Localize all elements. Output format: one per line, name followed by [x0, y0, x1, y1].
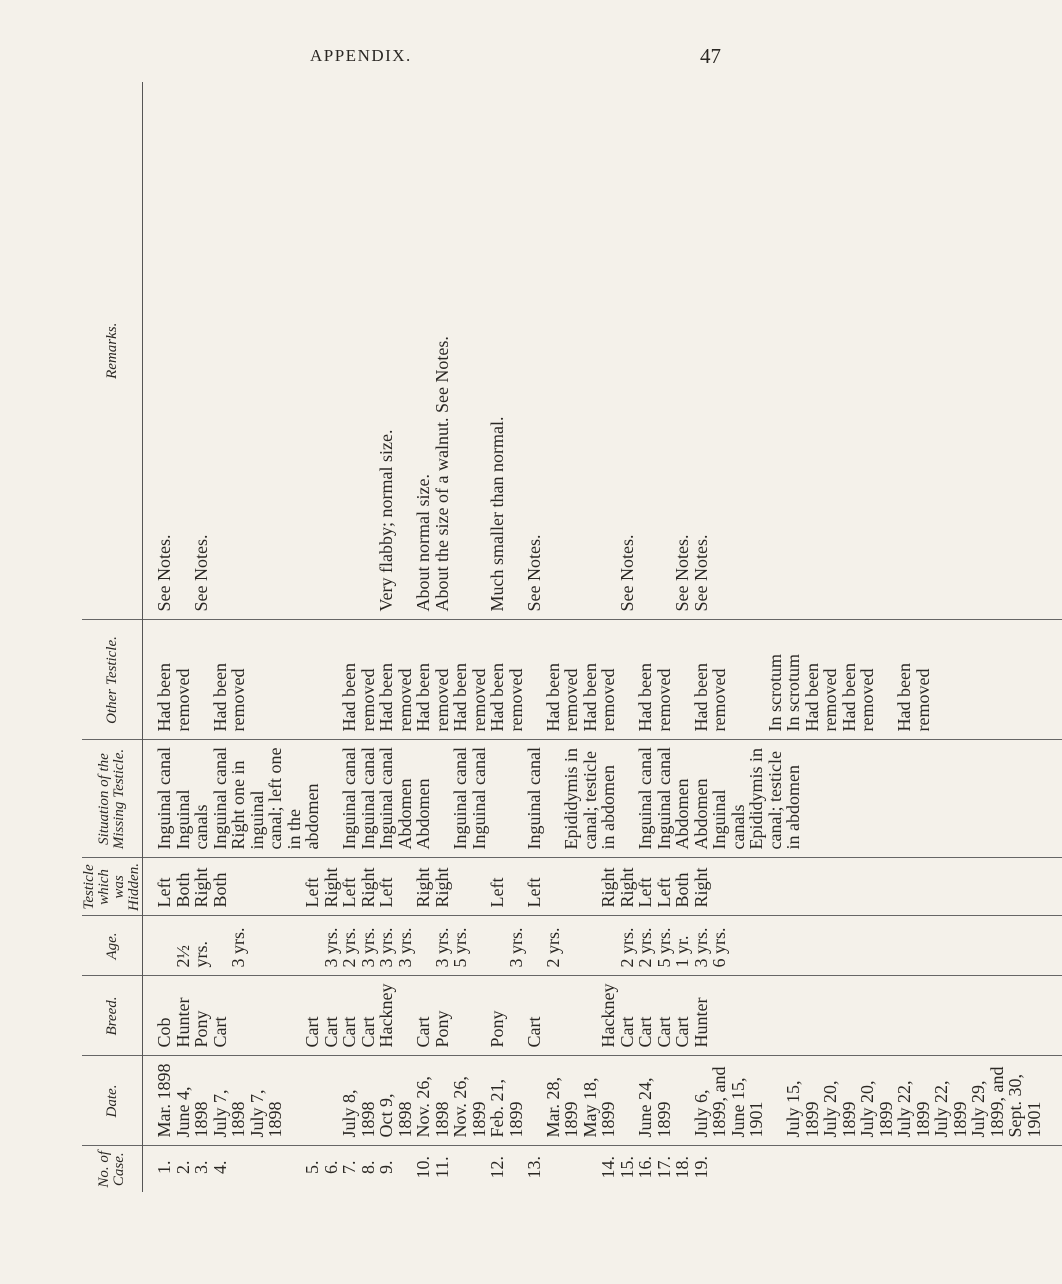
age-value: 2 yrs.	[635, 927, 655, 968]
group-spacer	[525, 625, 544, 732]
hidden-testicle-value: Left	[487, 877, 507, 908]
date-value: July 20, 1899	[857, 1080, 896, 1138]
group-spacer	[544, 745, 563, 850]
group-spacer	[618, 625, 637, 732]
hidden-testicle-value: Left	[339, 877, 359, 908]
group-spacer	[322, 745, 341, 850]
date-value: July 22, 1899	[931, 1080, 970, 1138]
other-testicle-value: Had been removed	[690, 663, 729, 732]
case-number: 16.	[635, 1156, 655, 1179]
case-number: 5.	[302, 1160, 322, 1174]
group-spacer	[396, 86, 415, 612]
hidden-testicle-value: Right	[413, 867, 433, 908]
situation-column	[143, 740, 1062, 858]
age-value: 2 yrs.	[339, 927, 359, 968]
hidden-testicle-value: Both	[172, 872, 193, 908]
date-value: Nov. 26, 1899	[450, 1076, 489, 1138]
date-value: July 8, 1898	[339, 1089, 378, 1138]
date-value: July 20, 1899	[820, 1080, 859, 1138]
column-header-situation: Situation of the Missing Testicle.	[82, 740, 143, 858]
remarks-value	[322, 86, 341, 612]
hidden-testicle-value: Right	[431, 867, 452, 908]
breed-value: Cart	[635, 1016, 655, 1048]
case-number: 6.	[320, 1160, 341, 1174]
date-value: July 29, 1899, and Sept. 30, 1901	[968, 1066, 1044, 1138]
situation-value: Inguinal canal	[209, 747, 230, 850]
column-header-remarks: Remarks.	[82, 82, 143, 620]
column-header-breed: Breed.	[82, 976, 143, 1056]
hidden-testicle-value: Right	[616, 867, 637, 908]
group-spacer	[581, 86, 600, 612]
other-testicle-value: Had been removed	[339, 663, 378, 732]
group-spacer	[951, 625, 970, 732]
age-value	[155, 921, 174, 968]
hidden-testicle-value: Right	[320, 867, 341, 908]
age-value: 1 yr.	[672, 935, 692, 968]
breed-value: Cob	[154, 1017, 174, 1048]
other-testicle-value	[248, 625, 322, 732]
table-body-row	[143, 82, 1062, 1192]
age-value	[211, 921, 230, 968]
case-number: 9.	[376, 1160, 396, 1174]
case-number: 4.	[209, 1160, 230, 1174]
other-testicle-value: Had been removed	[413, 663, 452, 732]
other-testicle-value: In scrotum	[764, 654, 785, 732]
group-spacer	[285, 86, 304, 612]
hidden-testicle-value: Right	[690, 867, 711, 908]
hidden-testicle-value: Left	[154, 877, 174, 908]
situation-value: Epididymis in canal; testicle in abdomen	[561, 747, 618, 850]
group-spacer	[599, 921, 618, 968]
situation-value: Inguinal canal	[635, 747, 655, 850]
age-value: 3 yrs.	[228, 927, 248, 968]
group-spacer	[285, 1151, 304, 1185]
breed-value: Cart	[209, 1016, 230, 1048]
group-spacer	[470, 1151, 489, 1185]
group-spacer	[285, 863, 304, 908]
other-testicle-value: Had been removed	[209, 663, 248, 732]
other-testicle-value: Had been removed	[376, 663, 415, 732]
date-value: July 7, 1898	[209, 1089, 248, 1138]
age-value: 5 yrs.	[653, 927, 674, 968]
date-value: July 6, 1899, and June 15, 1901	[690, 1066, 766, 1138]
other-testicle-value: Had been removed	[542, 663, 581, 732]
case-number: 11.	[431, 1156, 452, 1179]
situation-value: Abdomen	[413, 778, 433, 850]
breed-value: Cart	[302, 1016, 322, 1048]
group-spacer	[766, 921, 785, 968]
page-number: 47	[700, 44, 721, 68]
other-testicle-value: Had been removed	[801, 663, 840, 732]
page-header-title: APPENDIX.	[310, 46, 412, 65]
group-spacer	[618, 1061, 637, 1138]
group-spacer	[414, 921, 433, 968]
date-value: Oct 9, 1898	[376, 1093, 415, 1138]
group-spacer	[507, 981, 526, 1048]
hidden-testicle-value: Right	[357, 867, 378, 908]
remarks-value: About the size of a walnut. See Notes.	[431, 336, 452, 612]
group-spacer	[470, 863, 489, 908]
case-number: 18.	[672, 1156, 692, 1179]
breed-value: Cart	[616, 1016, 637, 1048]
case-number: 8.	[357, 1160, 378, 1174]
situation-value: Inguinal canals	[709, 789, 748, 850]
case-number-column	[143, 1146, 1062, 1192]
breed-value: Hunter	[172, 997, 193, 1048]
age-value: 2½ yrs.	[172, 941, 211, 968]
group-spacer	[673, 1061, 692, 1138]
case-number: 3.	[191, 1160, 211, 1174]
situation-value: Abdomen	[394, 778, 415, 850]
hidden-testicle-value: Left	[302, 877, 322, 908]
remarks-column	[143, 82, 1062, 620]
column-header-age: Age.	[82, 916, 143, 976]
age-value: 3 yrs.	[357, 927, 378, 968]
date-value: Mar. 1898	[154, 1063, 174, 1138]
case-number: 19.	[690, 1156, 711, 1179]
remarks-value	[655, 86, 674, 612]
remarks-value: About normal size.	[413, 474, 433, 612]
group-spacer	[525, 1061, 544, 1138]
remarks-value: See Notes.	[524, 534, 544, 612]
breed-value: Cart	[339, 1016, 359, 1048]
hidden-testicle-value: Right	[191, 867, 211, 908]
group-spacer	[285, 981, 304, 1048]
situation-value: Inguinal canal	[154, 747, 174, 850]
situation-value: Inguinal canal	[450, 747, 470, 850]
situation-value: Inguinal canals	[172, 789, 211, 850]
group-spacer	[766, 1061, 785, 1138]
other-testicle-value: Had been removed	[838, 663, 877, 732]
date-value: May 18, 1899	[579, 1077, 618, 1138]
hidden-testicle-value: Left	[653, 877, 674, 908]
other-testicle-value: Had been removed	[154, 663, 193, 732]
age-column	[143, 916, 1062, 976]
hidden-testicle-value: Left	[376, 877, 396, 908]
other-testicle-value: Had been removed	[487, 663, 526, 732]
group-spacer	[747, 625, 766, 732]
age-value: 3 yrs.	[376, 927, 396, 968]
group-spacer	[507, 745, 526, 850]
date-value: Feb. 21, 1899	[487, 1079, 526, 1138]
group-spacer	[747, 86, 766, 612]
breed-column	[143, 976, 1062, 1056]
group-spacer	[396, 981, 415, 1048]
case-number: 10.	[413, 1156, 433, 1179]
breed-value: Hackney	[376, 983, 396, 1048]
group-spacer	[803, 745, 822, 850]
situation-value: Inguinal canal	[653, 747, 674, 850]
other-testicle-column	[143, 620, 1062, 740]
situation-value: Inguinal canal	[357, 747, 378, 850]
hidden-testicle-value: Left	[524, 877, 544, 908]
situation-value: Inguinal canal	[524, 747, 544, 850]
remarks-value: See Notes.	[191, 534, 211, 612]
breed-value: Hunter	[690, 997, 711, 1048]
age-value: 2 yrs.	[542, 927, 563, 968]
group-spacer	[618, 745, 637, 850]
group-spacer	[507, 86, 526, 612]
breed-value: Hackney	[598, 983, 618, 1048]
situation-value: Right one in inguinal canal; left one in the abdomen	[228, 747, 322, 850]
group-spacer	[322, 1061, 341, 1138]
age-value: 3 yrs.	[505, 927, 526, 968]
group-spacer	[470, 981, 489, 1048]
date-value: July 7, 1898	[246, 1089, 285, 1138]
case-number: 1.	[154, 1160, 174, 1174]
breed-value: Cart	[320, 1016, 341, 1048]
remarks-value	[359, 86, 378, 612]
case-number: 17.	[653, 1156, 674, 1179]
other-testicle-value	[877, 625, 896, 732]
hidden-testicle-value: Right	[598, 867, 618, 908]
situation-value: Inguinal canal	[339, 747, 359, 850]
breed-value: Cart	[524, 1016, 544, 1048]
remarks-value: See Notes.	[616, 534, 637, 612]
situation-value: Inguinal canal	[468, 747, 489, 850]
situation-value: Inguinal canal	[376, 747, 396, 850]
breed-value: Pony	[191, 1010, 211, 1048]
breed-value: Cart	[653, 1016, 674, 1048]
date-value: July 15, 1899	[783, 1080, 822, 1138]
group-spacer	[488, 921, 507, 968]
age-value: 6 yrs.	[709, 927, 729, 968]
breed-value: Cart	[672, 1016, 692, 1048]
group-spacer	[507, 863, 526, 908]
remarks-value	[636, 86, 655, 612]
remarks-value: Much smaller than normal.	[487, 416, 507, 612]
date-value: June 24, 1899	[635, 1077, 674, 1138]
situation-value: Epididymis in canal; testicle in abdomen	[746, 747, 803, 850]
case-number: 2.	[172, 1160, 193, 1174]
group-spacer	[525, 921, 544, 968]
hidden-testicle-value: Both	[209, 872, 230, 908]
situation-value: Abdomen	[672, 778, 692, 850]
breed-value: Cart	[413, 1016, 433, 1048]
other-testicle-value: Had been removed	[450, 663, 489, 732]
other-testicle-value	[192, 625, 211, 732]
remarks-value: See Notes.	[672, 534, 692, 612]
remarks-value	[303, 86, 322, 612]
case-number: 13.	[524, 1156, 544, 1179]
case-number: 7.	[339, 1160, 359, 1174]
case-number: 12.	[487, 1156, 507, 1179]
remarks-value	[174, 86, 193, 612]
group-spacer	[396, 1151, 415, 1185]
group-spacer	[747, 1151, 766, 1185]
hidden-testicle-value: Left	[635, 877, 655, 908]
table-header-row	[82, 82, 143, 1192]
group-spacer	[747, 863, 766, 908]
age-value: 2 yrs.	[616, 927, 637, 968]
remarks-value	[599, 86, 618, 612]
group-spacer	[507, 1151, 526, 1185]
group-spacer	[581, 981, 600, 1048]
age-value: 3 yrs.	[690, 927, 711, 968]
group-spacer	[581, 863, 600, 908]
column-header-date: Date.	[82, 1056, 143, 1146]
breed-value: Pony	[487, 1010, 507, 1048]
other-testicle-value: Had been removed	[579, 663, 618, 732]
remarks-value: Very flabby; normal size.	[376, 429, 396, 612]
date-column	[143, 1056, 1062, 1146]
date-value: Mar. 28, 1899	[542, 1077, 581, 1138]
breed-value: Pony	[431, 1010, 452, 1048]
age-value: 3 yrs.	[431, 927, 452, 968]
date-value: June 4, 1898	[172, 1086, 211, 1138]
group-spacer	[396, 863, 415, 908]
hidden-testicle-column	[143, 858, 1062, 916]
cryptorchid-cases-table	[82, 82, 1062, 1192]
column-header-hidden-testicle: Testicle which was Hidden.	[82, 858, 143, 916]
group-spacer	[322, 625, 341, 732]
running-head	[0, 44, 800, 84]
remarks-value: See Notes.	[154, 534, 174, 612]
breed-value: Cart	[357, 1016, 378, 1048]
column-header-other-testicle: Other Testicle.	[82, 620, 143, 740]
other-testicle-value: Had been removed	[635, 663, 674, 732]
column-header-case: No. of Case.	[82, 1146, 143, 1192]
group-spacer	[747, 981, 766, 1048]
date-value: July 22, 1899	[894, 1080, 933, 1138]
age-value: 3 yrs.	[320, 927, 341, 968]
situation-value: Abdomen	[690, 778, 711, 850]
age-value: 5 yrs.	[450, 927, 470, 968]
other-testicle-value: In scrotum	[783, 654, 803, 732]
group-spacer	[673, 625, 692, 732]
remarks-value	[340, 86, 359, 612]
group-spacer	[1043, 1061, 1062, 1138]
hidden-testicle-value: Both	[672, 872, 692, 908]
other-testicle-value: Had been removed	[894, 663, 933, 732]
group-spacer	[470, 86, 489, 612]
case-number: 15.	[616, 1156, 637, 1179]
group-spacer	[433, 745, 452, 850]
remarks-value	[211, 86, 285, 612]
age-value: 3 yrs.	[394, 927, 415, 968]
remarks-value: See Notes.	[690, 534, 711, 612]
rotated-table-wrapper	[81, 82, 1044, 1192]
case-number: 14.	[598, 1156, 618, 1179]
group-spacer	[303, 921, 322, 968]
date-value: Nov. 26, 1898	[413, 1076, 452, 1138]
group-spacer	[581, 1151, 600, 1185]
